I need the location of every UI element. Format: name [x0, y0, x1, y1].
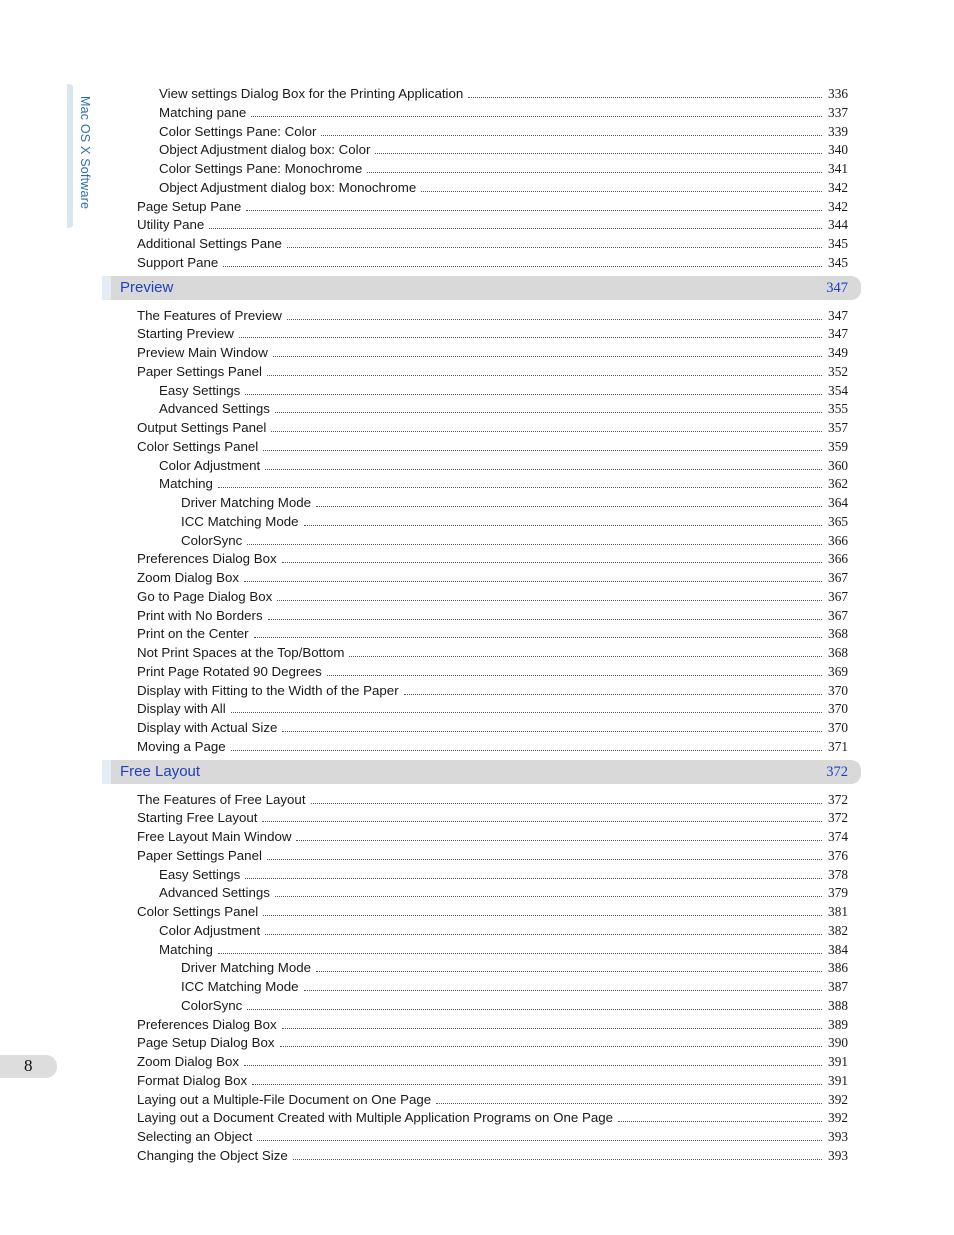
- toc-entry-page: 344: [828, 217, 848, 232]
- toc-entry-title: ColorSync: [181, 998, 243, 1013]
- toc-entry[interactable]: [137, 361, 848, 380]
- toc-entry-title: Additional Settings Pane: [137, 236, 282, 251]
- dot-leader: [252, 1083, 822, 1085]
- toc-entry[interactable]: [159, 398, 848, 417]
- toc-entry-page: 370: [828, 683, 848, 698]
- toc-entry-page: 379: [828, 885, 848, 900]
- toc-entry[interactable]: [137, 1126, 848, 1145]
- dot-leader: [296, 839, 822, 841]
- toc-entry[interactable]: [181, 957, 848, 976]
- toc-entry-title: Color Settings Panel: [137, 904, 259, 919]
- toc-entry[interactable]: [159, 121, 848, 140]
- section-heading[interactable]: [102, 760, 861, 784]
- toc-entry-page: 357: [828, 420, 848, 435]
- toc-entry-title: View settings Dialog Box for the Printing Application: [159, 86, 464, 101]
- dot-leader: [304, 524, 822, 526]
- toc-entry-title: Matching: [159, 942, 213, 957]
- toc-entry[interactable]: [137, 436, 848, 455]
- toc-entry-title: Preferences Dialog Box: [137, 551, 277, 566]
- dot-leader: [271, 430, 822, 432]
- toc-entry-page: 378: [828, 867, 848, 882]
- dot-leader: [275, 411, 822, 413]
- toc-entry-title: The Features of Free Layout: [137, 792, 306, 807]
- toc-entry-page: 388: [828, 998, 848, 1013]
- toc-entry-title: Starting Preview: [137, 326, 234, 341]
- toc-entry-page: 345: [828, 255, 848, 270]
- toc-entry-page: 392: [828, 1092, 848, 1107]
- dot-leader: [267, 374, 822, 376]
- toc-entry-page: 367: [828, 589, 848, 604]
- toc-entry-title: Paper Settings Panel: [137, 848, 262, 863]
- toc-entry[interactable]: [137, 680, 848, 699]
- toc-entry-title: Free Layout Main Window: [137, 829, 292, 844]
- toc-entry[interactable]: [159, 864, 848, 883]
- toc-entry-page: 374: [828, 829, 848, 844]
- toc-entry-title: Display with All: [137, 701, 226, 716]
- side-chapter-label: Mac OS X Software: [78, 96, 92, 210]
- dot-leader: [263, 449, 822, 451]
- dot-leader: [375, 152, 822, 154]
- toc-entry[interactable]: [137, 623, 848, 642]
- dot-leader: [436, 1102, 822, 1104]
- toc-entry-page: 352: [828, 364, 848, 379]
- toc-entry-title: Matching pane: [159, 105, 247, 120]
- toc-entry-page: 364: [828, 495, 848, 510]
- section-heading[interactable]: [102, 276, 861, 300]
- toc-entry-page: 381: [828, 904, 848, 919]
- toc-entry[interactable]: [137, 1145, 848, 1164]
- toc-entry-title: Starting Free Layout: [137, 810, 258, 825]
- dot-leader: [246, 209, 822, 211]
- dot-leader: [263, 914, 822, 916]
- toc-entry[interactable]: [137, 605, 848, 624]
- toc-entry[interactable]: [159, 882, 848, 901]
- toc-entry-page: 368: [828, 645, 848, 660]
- toc-entry-page: 366: [828, 533, 848, 548]
- dot-leader: [293, 1158, 822, 1160]
- dot-leader: [239, 336, 822, 338]
- dot-leader: [282, 1027, 822, 1029]
- toc-entry-title: Moving a Page: [137, 739, 226, 754]
- toc-entry[interactable]: [137, 661, 848, 680]
- toc-entry-title: Selecting an Object: [137, 1129, 253, 1144]
- toc-entry-title: Matching: [159, 476, 213, 491]
- toc-entry[interactable]: [137, 548, 848, 567]
- toc-entry-page: 336: [828, 86, 848, 101]
- toc-entry[interactable]: [159, 455, 848, 474]
- toc-entry-title: Zoom Dialog Box: [137, 1054, 239, 1069]
- toc-entry[interactable]: [137, 845, 848, 864]
- dot-leader: [268, 618, 822, 620]
- toc-entry-page: 391: [828, 1073, 848, 1088]
- toc-entry-title: Print on the Center: [137, 626, 249, 641]
- toc-entry-page: 387: [828, 979, 848, 994]
- section-heading-title: Free Layout: [120, 763, 201, 780]
- dot-leader: [231, 711, 822, 713]
- toc-entry-title: Object Adjustment dialog box: Color: [159, 142, 371, 157]
- dot-leader: [267, 858, 822, 860]
- toc-entry[interactable]: [181, 530, 848, 549]
- toc-entry-title: Page Setup Pane: [137, 199, 242, 214]
- toc-entry[interactable]: [137, 1051, 848, 1070]
- toc-entry-page: 339: [828, 124, 848, 139]
- toc-entry-title: Format Dialog Box: [137, 1073, 248, 1088]
- toc-entry-page: 384: [828, 942, 848, 957]
- dot-leader: [231, 749, 822, 751]
- toc-entry-page: 370: [828, 720, 848, 735]
- toc-entry-title: Zoom Dialog Box: [137, 570, 239, 585]
- toc-entry-title: Display with Actual Size: [137, 720, 278, 735]
- toc-entry-title: Preferences Dialog Box: [137, 1017, 277, 1032]
- toc-entry-page: 362: [828, 476, 848, 491]
- toc-entry-page: 393: [828, 1148, 848, 1163]
- section-heading-page: 347: [826, 280, 848, 296]
- toc-entry-page: 391: [828, 1054, 848, 1069]
- dot-leader: [275, 895, 822, 897]
- toc-entry-page: 337: [828, 105, 848, 120]
- toc-entry[interactable]: [159, 158, 848, 177]
- toc-entry-page: 367: [828, 570, 848, 585]
- toc-entry[interactable]: [159, 83, 848, 102]
- toc-entry-title: Output Settings Panel: [137, 420, 267, 435]
- toc-entry[interactable]: [137, 586, 848, 605]
- toc-entry-title: Driver Matching Mode: [181, 495, 312, 510]
- toc-entry-page: 372: [828, 792, 848, 807]
- page-number: 8: [24, 1056, 33, 1075]
- toc-entry[interactable]: [137, 214, 848, 233]
- toc-entry-title: ColorSync: [181, 533, 243, 548]
- toc-entry[interactable]: [137, 642, 848, 661]
- toc-entry-page: 393: [828, 1129, 848, 1144]
- toc-entry[interactable]: [137, 1014, 848, 1033]
- toc-entry-title: Color Adjustment: [159, 923, 261, 938]
- toc-entry[interactable]: [137, 717, 848, 736]
- toc-entry-page: 347: [828, 308, 848, 323]
- toc-entry-page: 366: [828, 551, 848, 566]
- dot-leader: [316, 970, 822, 972]
- dot-leader: [367, 171, 822, 173]
- toc-entry[interactable]: [137, 196, 848, 215]
- dot-leader: [244, 580, 822, 582]
- toc-entry-page: 347: [828, 326, 848, 341]
- toc-entry-page: 345: [828, 236, 848, 251]
- toc-entry-title: Not Print Spaces at the Top/Bottom: [137, 645, 345, 660]
- dot-leader: [349, 655, 822, 657]
- toc-entry-title: Preview Main Window: [137, 345, 268, 360]
- toc-entry-page: 367: [828, 608, 848, 623]
- toc-entry[interactable]: [159, 177, 848, 196]
- toc-entry-title: Color Settings Pane: Monochrome: [159, 161, 363, 176]
- toc-entry-title: The Features of Preview: [137, 308, 282, 323]
- dot-leader: [273, 355, 822, 357]
- toc-entry-page: 376: [828, 848, 848, 863]
- toc-entry[interactable]: [137, 826, 848, 845]
- dot-leader: [282, 561, 822, 563]
- dot-leader: [265, 468, 822, 470]
- toc-entry-title: ICC Matching Mode: [181, 514, 299, 529]
- toc-entry[interactable]: [159, 139, 848, 158]
- toc-entry-title: Paper Settings Panel: [137, 364, 262, 379]
- toc-entry-title: Go to Page Dialog Box: [137, 589, 273, 604]
- dot-leader: [262, 820, 822, 822]
- toc-entry-page: 371: [828, 739, 848, 754]
- toc-entry-title: Print Page Rotated 90 Degrees: [137, 664, 322, 679]
- toc-entry[interactable]: [181, 511, 848, 530]
- dot-leader: [287, 246, 822, 248]
- toc-entry-page: 360: [828, 458, 848, 473]
- toc-entry-title: Color Adjustment: [159, 458, 261, 473]
- section-heading-page: 372: [826, 764, 848, 780]
- dot-leader: [218, 952, 822, 954]
- dot-leader: [245, 877, 822, 879]
- toc-entry[interactable]: [137, 567, 848, 586]
- toc-entry[interactable]: [137, 1107, 848, 1126]
- toc-entry[interactable]: [137, 901, 848, 920]
- toc-entry[interactable]: [159, 939, 848, 958]
- dot-leader: [311, 802, 822, 804]
- dot-leader: [209, 227, 822, 229]
- toc-entry-title: Laying out a Multiple-File Document on One Page: [137, 1092, 432, 1107]
- toc-entry[interactable]: [181, 976, 848, 995]
- toc-entry-page: 342: [828, 180, 848, 195]
- dot-leader: [280, 1045, 823, 1047]
- toc-entry-page: 382: [828, 923, 848, 938]
- toc-entry-title: Advanced Settings: [159, 885, 270, 900]
- toc-entry[interactable]: [137, 252, 848, 271]
- dot-leader: [287, 318, 822, 320]
- dot-leader: [468, 96, 822, 98]
- dot-leader: [618, 1120, 822, 1122]
- toc-entry-page: 340: [828, 142, 848, 157]
- toc-entry-page: 386: [828, 960, 848, 975]
- toc-entry-page: 390: [828, 1035, 848, 1050]
- dot-leader: [245, 393, 822, 395]
- dot-leader: [247, 1008, 822, 1010]
- toc-entry[interactable]: [137, 789, 848, 808]
- toc-entry-page: 392: [828, 1110, 848, 1125]
- dot-leader: [251, 115, 822, 117]
- dot-leader: [223, 265, 822, 267]
- dot-leader: [327, 674, 822, 676]
- dot-leader: [304, 989, 822, 991]
- toc-entry[interactable]: [137, 305, 848, 324]
- toc-entry[interactable]: [137, 323, 848, 342]
- dot-leader: [277, 599, 822, 601]
- toc-entry-title: Display with Fitting to the Width of the Paper: [137, 683, 399, 698]
- toc-entry-title: Driver Matching Mode: [181, 960, 312, 975]
- toc-entry-page: 372: [828, 810, 848, 825]
- toc-entry[interactable]: [137, 1070, 848, 1089]
- toc-entry-page: 342: [828, 199, 848, 214]
- toc-entry-title: Laying out a Document Created with Multiple Application Programs on One Page: [137, 1110, 613, 1125]
- toc-entry[interactable]: [159, 920, 848, 939]
- toc-entry[interactable]: [137, 807, 848, 826]
- dot-leader: [404, 693, 822, 695]
- toc-entry[interactable]: [137, 1089, 848, 1108]
- toc-entry-page: 369: [828, 664, 848, 679]
- toc-entry[interactable]: [137, 736, 848, 755]
- toc-entry[interactable]: [181, 492, 848, 511]
- toc-entry[interactable]: [137, 342, 848, 361]
- toc-entry[interactable]: [137, 233, 848, 252]
- toc-entry-page: 370: [828, 701, 848, 716]
- toc-entry[interactable]: [159, 380, 848, 399]
- dot-leader: [421, 190, 822, 192]
- toc-entry-title: Color Settings Panel: [137, 439, 259, 454]
- dot-leader: [257, 1139, 822, 1141]
- toc-entry-title: ICC Matching Mode: [181, 979, 299, 994]
- toc-entry[interactable]: [181, 995, 848, 1014]
- toc-entry-title: Object Adjustment dialog box: Monochrome: [159, 180, 417, 195]
- toc-entry-page: 368: [828, 626, 848, 641]
- toc-entry-title: Support Pane: [137, 255, 219, 270]
- dot-leader: [265, 933, 822, 935]
- toc-entry-page: 341: [828, 161, 848, 176]
- toc-entry[interactable]: [137, 417, 848, 436]
- toc-entry-title: Utility Pane: [137, 217, 205, 232]
- dot-leader: [254, 636, 822, 638]
- toc-entry-title: Advanced Settings: [159, 401, 270, 416]
- dot-leader: [247, 543, 822, 545]
- dot-leader: [316, 505, 822, 507]
- dot-leader: [218, 486, 822, 488]
- dot-leader: [321, 134, 822, 136]
- dot-leader: [244, 1064, 822, 1066]
- toc-entry[interactable]: [159, 102, 848, 121]
- toc-entry-title: Easy Settings: [159, 867, 241, 882]
- toc-entry-title: Page Setup Dialog Box: [137, 1035, 275, 1050]
- toc-entry-page: 389: [828, 1017, 848, 1032]
- toc-entry-page: 349: [828, 345, 848, 360]
- section-heading-title: Preview: [120, 279, 174, 296]
- toc-entry-page: 355: [828, 401, 848, 416]
- toc-entry-page: 354: [828, 383, 848, 398]
- toc-entry-title: Easy Settings: [159, 383, 241, 398]
- toc-entry[interactable]: [137, 1032, 848, 1051]
- toc-entry[interactable]: [159, 473, 848, 492]
- toc-entry-title: Color Settings Pane: Color: [159, 124, 317, 139]
- toc-entry-title: Print with No Borders: [137, 608, 263, 623]
- dot-leader: [282, 730, 822, 732]
- toc-entry-page: 359: [828, 439, 848, 454]
- toc-entry[interactable]: [137, 698, 848, 717]
- toc-entry-page: 365: [828, 514, 848, 529]
- toc-entry-title: Changing the Object Size: [137, 1148, 288, 1163]
